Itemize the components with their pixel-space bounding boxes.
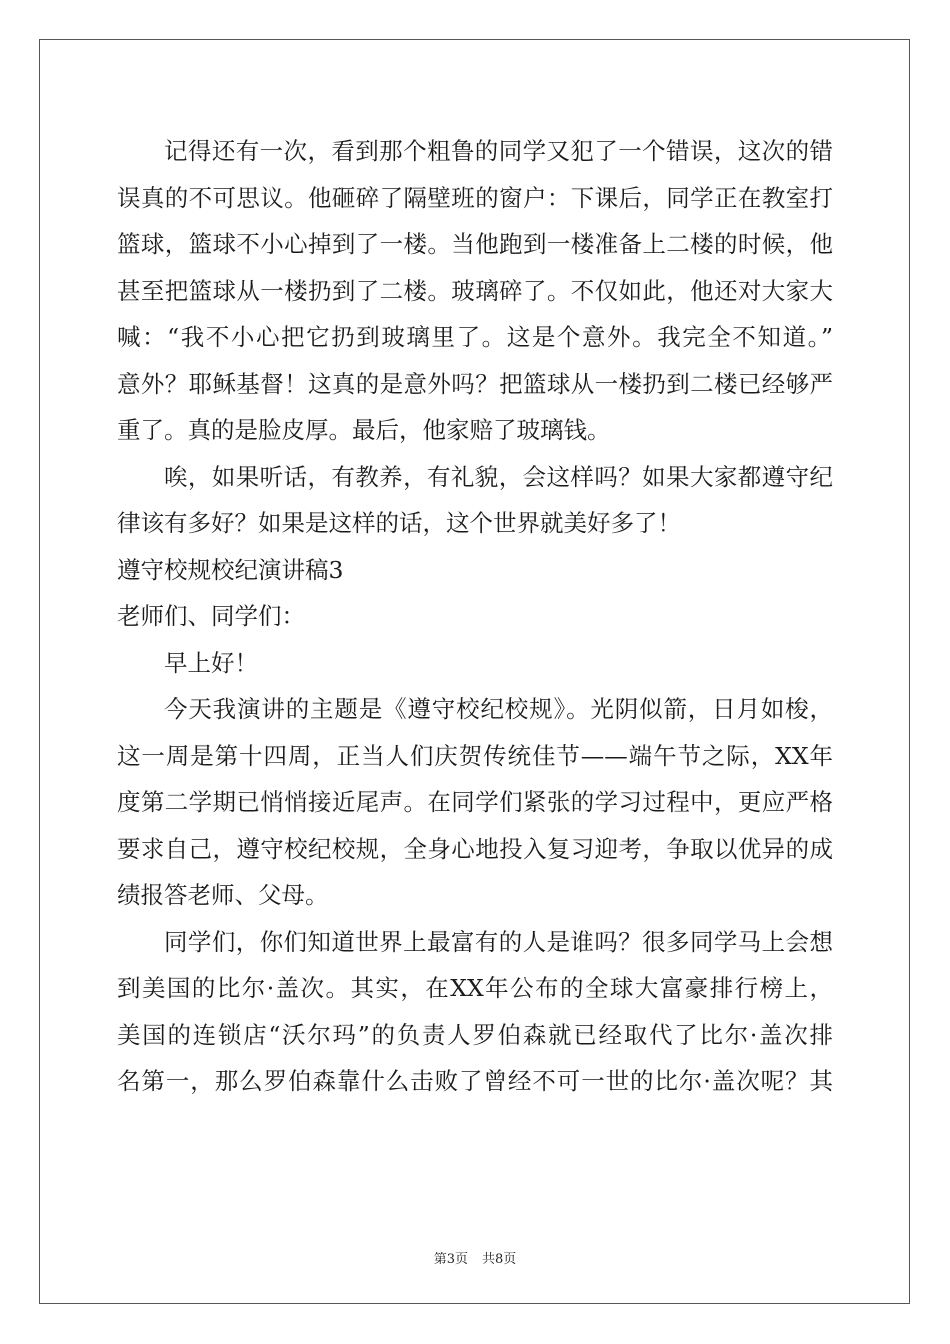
salutation: 老师们、同学们： [117,602,305,630]
text-line: 喊：“我不小心把它扔到玻璃里了。这是个意外。我完全不知道。” [117,323,833,351]
text-line: 甚至把篮球从一楼扔到了二楼。玻璃碎了。不仅如此，他还对大家大 [117,276,833,305]
text-line: 律该有多好？如果是这样的话，这个世界就美好多了！ [117,509,681,537]
text-line: 同学们，你们知道世界上最富有的人是谁吗？很多同学马上会想 [164,927,833,956]
section-title: 遵守校规校纪演讲稿3 [117,555,344,584]
greeting: 早上好！ [164,648,258,677]
text-line: 今天我演讲的主题是《遵守校纪校规》。光阴似箭，日月如梭， [164,695,833,723]
text-line: 篮球，篮球不小心掉到了一楼。当他跑到一楼准备上二楼的时候，他 [117,230,833,258]
text-line: 意外？耶稣基督！这真的是意外吗？把篮球从一楼扔到二楼已经够严 [117,369,833,398]
text-line: 绩报答老师、父母。 [117,881,329,909]
text-line: 度第二学期已悄悄接近尾声。在同学们紧张的学习过程中，更应严格 [117,788,833,816]
text-line: 重了。真的是脸皮厚。最后，他家赔了玻璃钱。 [117,416,611,444]
text-line: 到美国的比尔·盖次。其实，在XX年公布的全球大富豪排行榜上， [117,974,833,1002]
text-line: 记得还有一次，看到那个粗鲁的同学又犯了一个错误，这次的错 [164,137,833,165]
text-line: 要求自己，遵守校纪校规，全身心地投入复习迎考，争取以优异的成 [117,834,833,863]
text-line: 美国的连锁店“沃尔玛”的负责人罗伯森就已经取代了比尔·盖次排 [117,1020,833,1049]
text-line: 名第一，那么罗伯森靠什么击败了曾经不可一世的比尔·盖次呢？其 [117,1067,833,1095]
text-line: 误真的不可思议。他砸碎了隔壁班的窗户：下课后，同学正在教室打 [117,183,833,212]
page-total: 共8页 [482,1252,517,1267]
text-line: 唉，如果听话，有教养，有礼貌，会这样吗？如果大家都遵守纪 [164,462,833,491]
page-number: 第3页 [433,1252,468,1267]
page-footer [0,1248,950,1267]
text-line: 这一周是第十四周，正当人们庆贺传统佳节——端午节之际，XX年 [117,741,833,770]
document-body [117,128,833,1105]
